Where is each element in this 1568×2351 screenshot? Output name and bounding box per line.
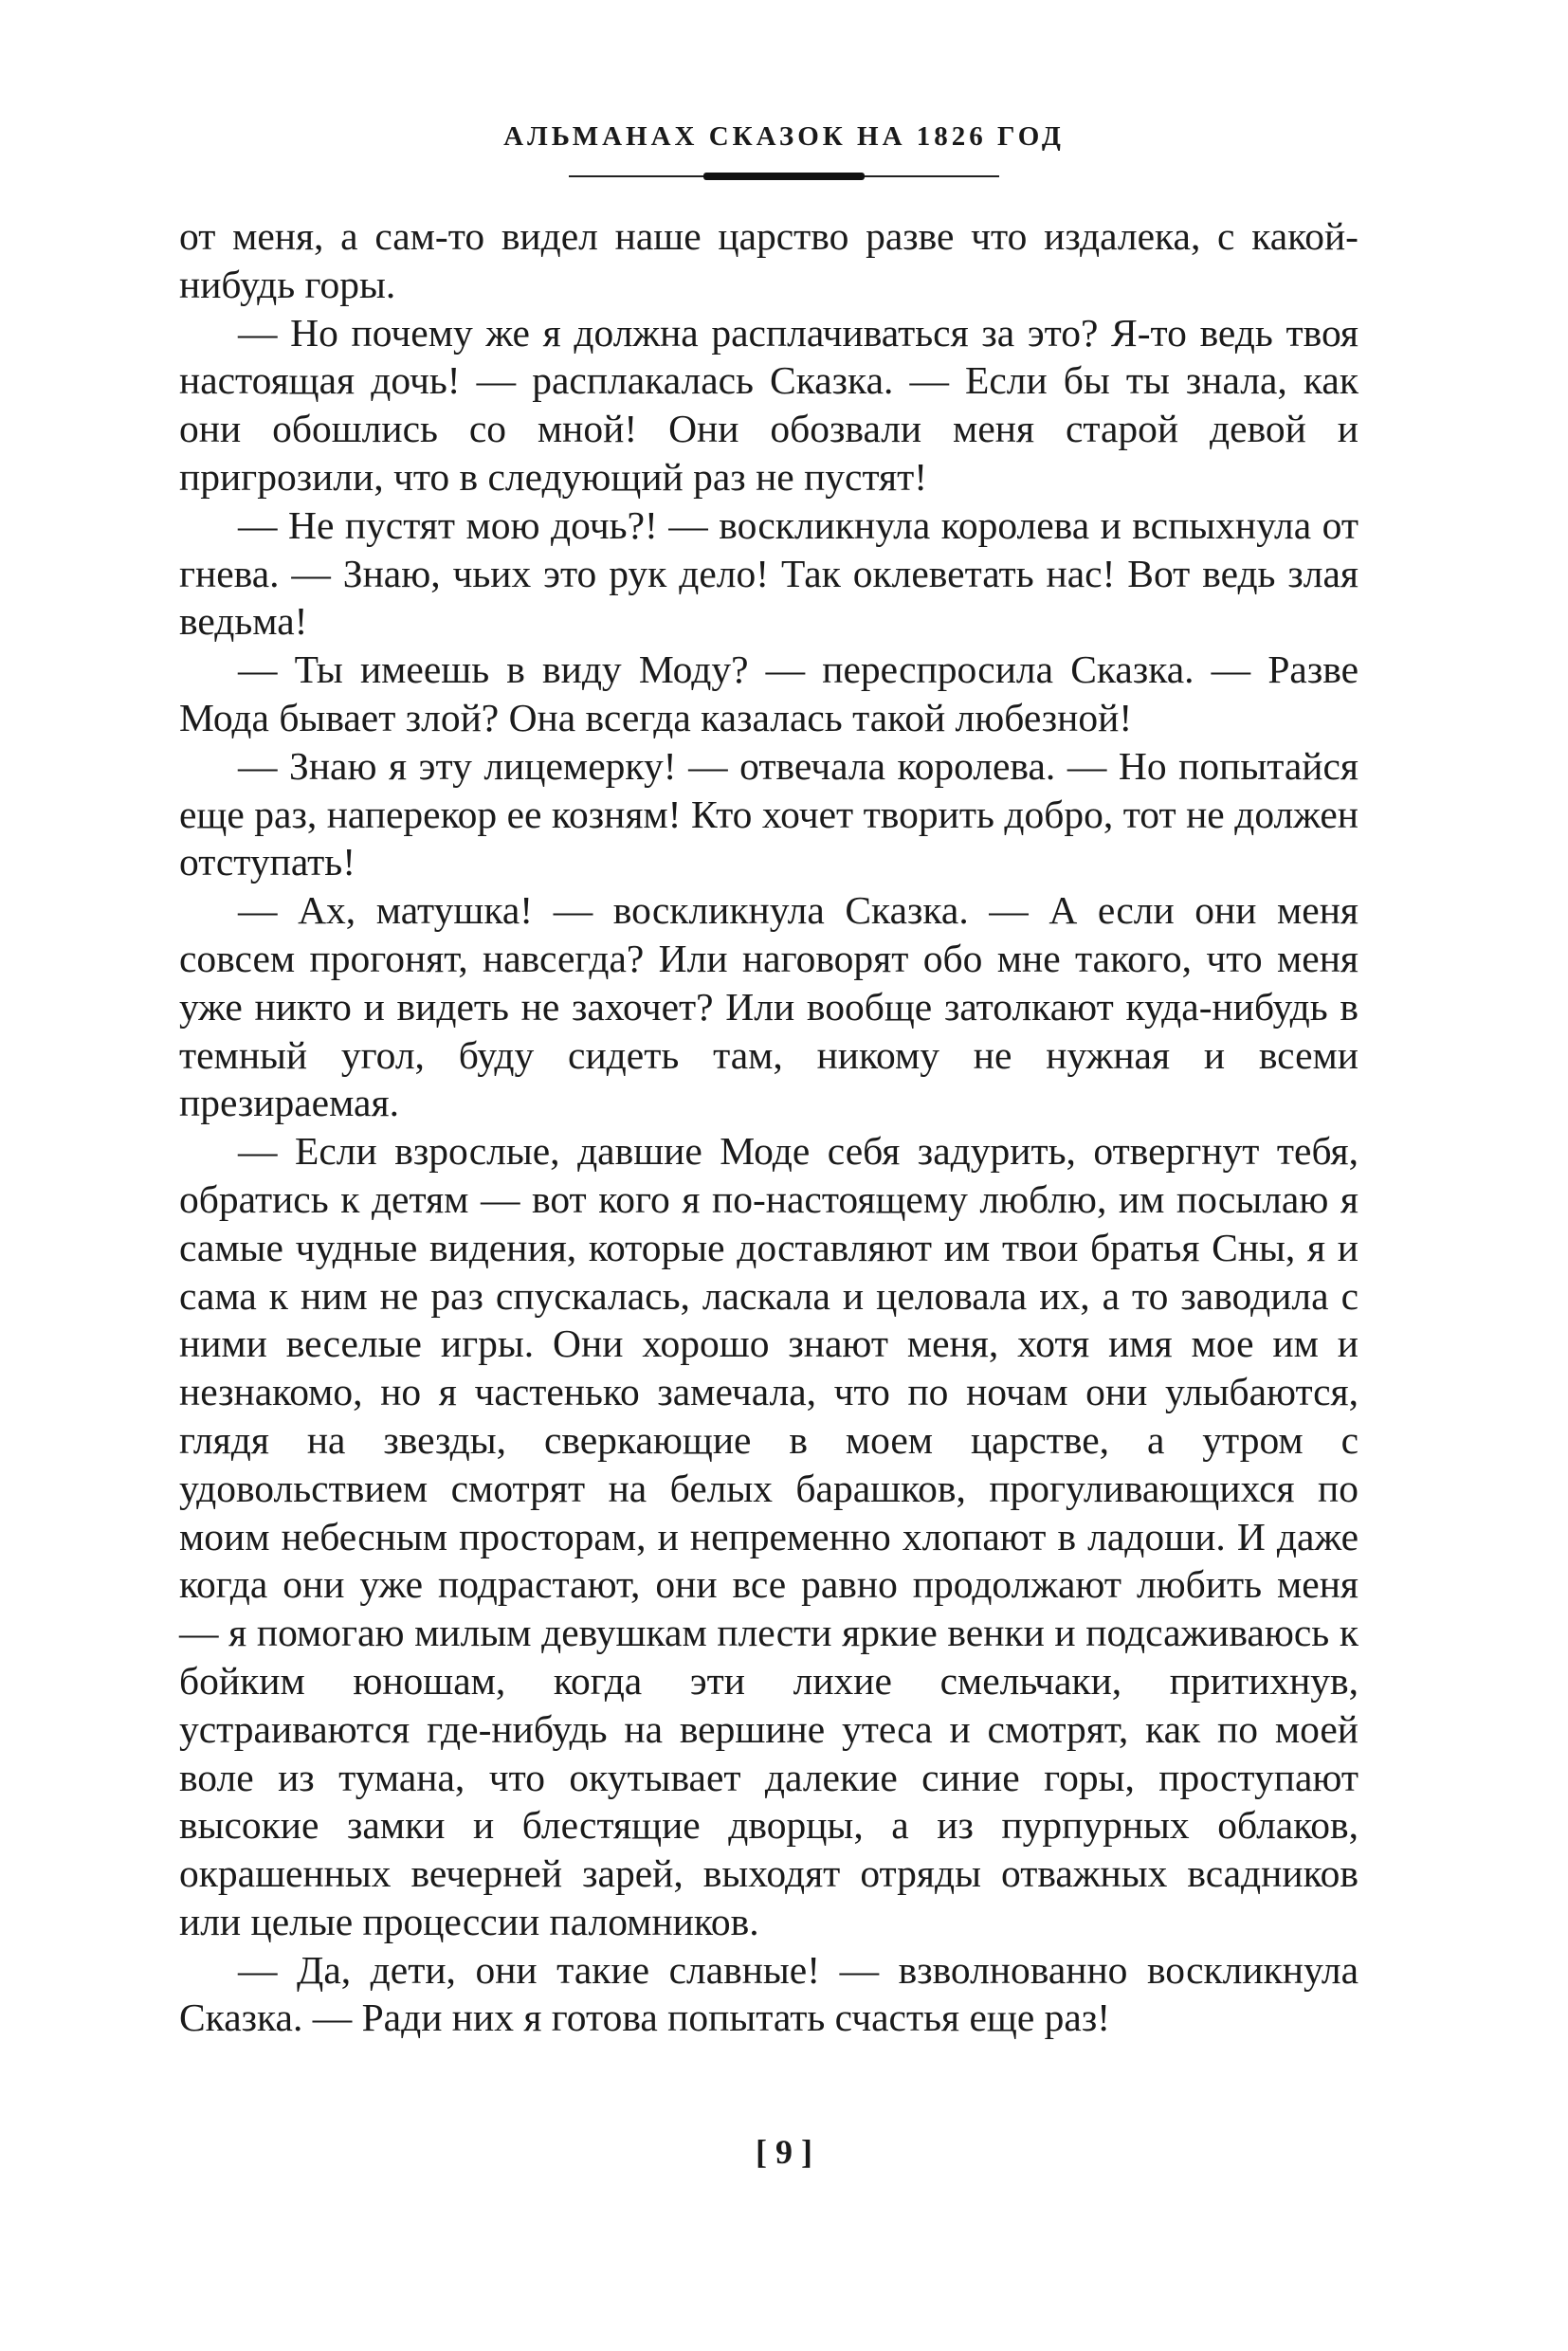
paragraph: — Да, дети, они такие славные! — взволнованно воскликнула Сказка. — Ради них я готова попытать счастья еще раз! — [179, 1947, 1358, 2040]
paragraph: — Если взрослые, давшие Моде себя задурить, отвергнут тебя, обратись к детям — вот кого я по-настоящему люблю, им посылаю я самые чудные видения, которые доставляют им твои братья Сны, я и сама к ним не раз спускалась, ласкала и целовала их, а то заводила с ними веселые игры. Они хорошо знают меня, хотя имя мое им и незнакомо, но я частенько замечала, что по ночам они улыбаются, глядя на звезды, сверкающие в моем царстве, а утром с удовольствием смотрят на белых барашков, прогуливающихся по моим небесным просторам, и непременно хлопают в ладоши. И даже когда они уже подрастают, они все равно продолжают любить меня — я помогаю милым девушкам плести яркие венки и подсаживаюсь к бойким юношам, когда эти лихие смельчаки, притихнув, устраиваются где-нибудь на вершине утеса и смотрят, как по моей воле из тумана, что окутывает далекие синие горы, проступают высокие замки и блестящие дворцы, а из пурпурных облаков, окрашенных вечерней зарей, выходят отряды отважных всадников или целые процессии паломников. — [179, 1129, 1358, 1943]
paragraph: — Ах, матушка! — воскликнула Сказка. — А если они меня совсем прогонят, навсегда? Или наговорят обо мне такого, что меня уже никто и видеть не захочет? Или вообще затолкают куда-нибудь в темный угол, буду сидеть там, никому не нужная и всеми презираемая. — [179, 888, 1358, 1125]
paragraph: — Знаю я эту лицемерку! — отвечала королева. — Но попытайся еще раз, наперекор ее козням! Кто хочет творить добро, тот не должен отступать! — [179, 743, 1358, 884]
running-head: АЛЬМАНАХ СКАЗОК НА 1826 ГОД — [503, 121, 1065, 152]
paragraph: — Но почему же я должна расплачиваться за это? Я-то ведь твоя настоящая дочь! — расплакалась Сказка. — Если бы ты знала, как они обошлись со мной! Они обозвали меня старой девой и пригрозили, что в следующий раз не пустят! — [179, 310, 1358, 499]
header-rule-ornament — [703, 173, 865, 180]
paragraph: — Не пустят мою дочь?! — воскликнула королева и вспыхнула от гнева. — Знаю, чьих это рук дело! Так оклеветать нас! Вот ведь злая ведьма! — [179, 502, 1358, 644]
page-number: [ 9 ] — [756, 2133, 812, 2171]
paragraph: — Ты имеешь в виду Моду? — переспросила Сказка. — Разве Мода бывает злой? Она всегда казалась такой любезной! — [179, 647, 1358, 739]
body-text — [179, 212, 1358, 2042]
paragraph: от меня, а сам-то видел наше царство разве что издалека, с какой-нибудь горы. — [179, 214, 1358, 306]
